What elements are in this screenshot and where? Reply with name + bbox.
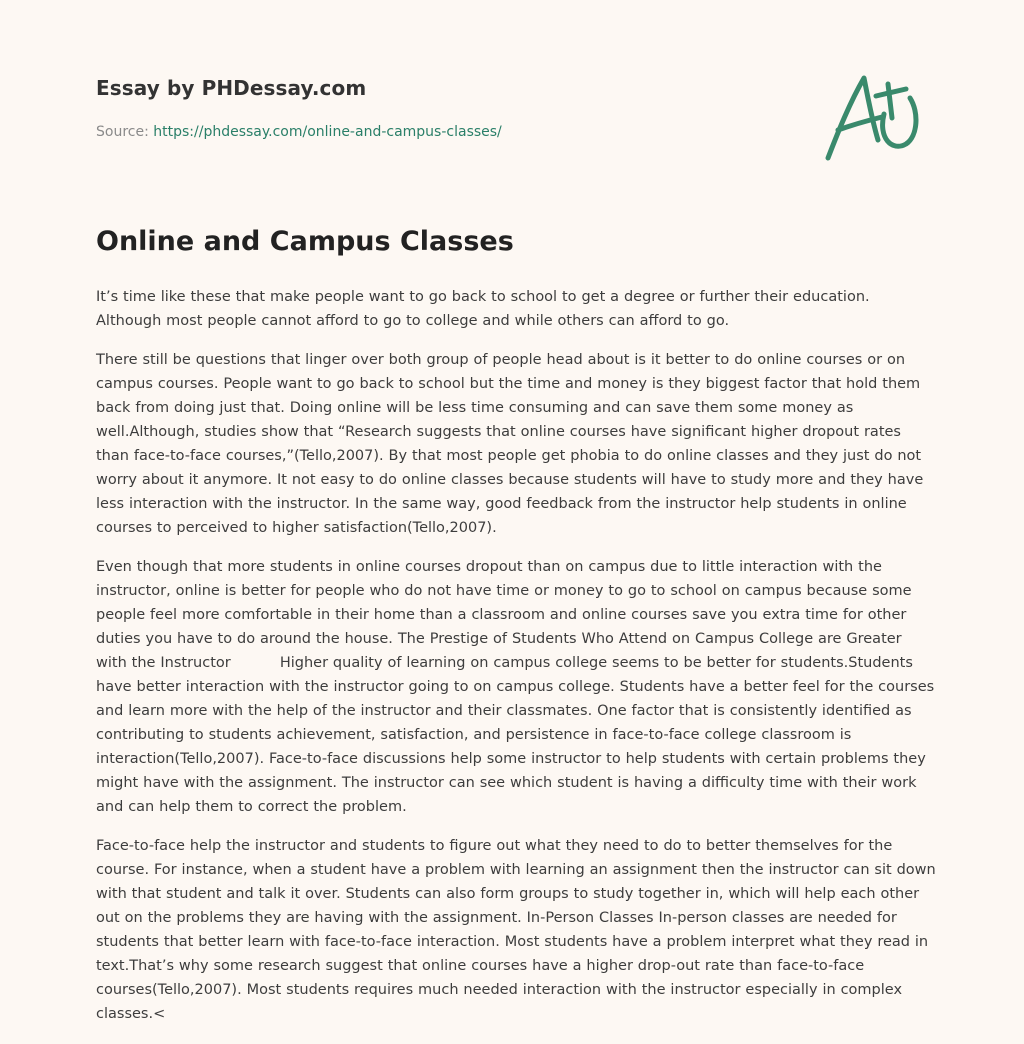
essay-paragraph-4: Face-to-face help the instructor and students to figure out what they need to do to better themselves for the course. For instance, when a student have a problem with learning an assignment then the instructor can sit down with that student and talk it over. Students can also form groups to study together in, which will help each other out on the problems they are having with the assignment. In-Person Classes In-person classes are needed for students that better learn with face-to-face interaction. Most students have a problem interpret what they read in text.That’s why some research suggest that online courses have a higher drop-out rate than face-to-face courses(Tello,2007). Most students requires much needed interaction with the instructor especially in complex classes.<: [96, 838, 936, 1022]
a-plus-logo-icon: [822, 68, 932, 166]
essay-paragraph-1: It’s time like these that make people want to go back to school to get a degree or further their education. Although most people cannot afford to go to college and while others can afford to go.: [96, 289, 870, 329]
source-link[interactable]: https://phdessay.com/online-and-campus-classes/: [153, 124, 502, 140]
essay-body: [96, 285, 936, 1041]
essay-paragraph-2: There still be questions that linger over both group of people head about is it better to do online courses or on campus courses. People want to go back to school but the time and money is they biggest factor that hold them back from doing just that. Doing online will be less time consuming and can save them some money as well.Although, studies show that “Research suggests that online courses have significant higher dropout rates than face-to-face courses,”(Tello,2007). By that most people get phobia to do online classes and they just do not worry about it anymore. It not easy to do online classes because students will have to study more and they have less interaction with the instructor. In the same way, good feedback from the instructor help students in online courses to perceived to higher satisfaction(Tello,2007).: [96, 352, 924, 536]
source-label: Source:: [96, 124, 149, 140]
source-line: [96, 124, 502, 140]
site-title: Essay by PHDessay.com: [96, 76, 367, 100]
essay-title: Online and Campus Classes: [96, 226, 514, 257]
essay-paragraph-3: Even though that more students in online courses dropout than on campus due to little interaction with the instructor, online is better for people who do not have time or money to go to school on campus because some people feel more comfortable in their home than a classroom and online courses save you extra time for other duties you have to do around the house. The Prestige of Students Who Attend on Campus College are Greater with the Instructor Higher quality of learning on campus college seems to be better for students.Students have better interaction with the instructor going to on campus college. Students have a better feel for the courses and learn more with the help of the instructor and their classmates. One factor that is consistently identified as contributing to students achievement, satisfaction, and persistence in face-to-face college classroom is interaction(Tello,2007). Face-to-face discussions help some instructor to help students with certain problems they might have with the assignment. The instructor can see which student is having a difficulty time with their work and can help them to correct the problem.: [96, 559, 935, 815]
